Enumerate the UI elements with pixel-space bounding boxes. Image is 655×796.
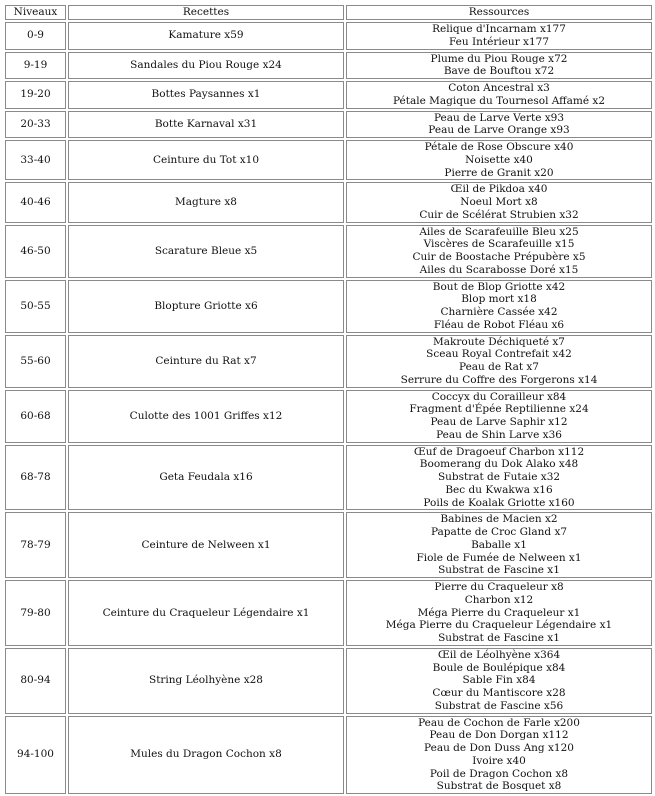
- resource-item: Bave de Bouftou x72: [443, 65, 555, 78]
- resource-item: Poils de Koalak Griotte x160: [423, 496, 575, 509]
- resource-item: Substrat de Fascine x56: [434, 699, 564, 712]
- resource-item: Serrure du Coffre des Forgerons x14: [400, 373, 598, 386]
- table-row: [5, 648, 652, 714]
- recipe-cell: String Léolhyène x28: [68, 648, 344, 714]
- header-recipes: Recettes: [68, 5, 344, 20]
- resources-cell: [346, 390, 652, 443]
- resource-item: Cuir de Boostache Prépubère x5: [412, 251, 586, 263]
- resource-item: Boomerang du Dok Alako x48: [419, 458, 579, 471]
- resource-item: Peau de Shin Larve x36: [436, 428, 562, 441]
- header-row: [5, 5, 652, 20]
- resources-cell: [346, 182, 652, 222]
- resource-item: Sable Fin x84: [462, 674, 536, 687]
- resource-item: Œil de Pikdoa x40: [450, 183, 548, 196]
- recipe-cell: Ceinture du Craqueleur Légendaire x1: [68, 580, 344, 646]
- resource-item: Substrat de Bosquet x8: [436, 780, 562, 793]
- resource-item: Papatte de Croc Gland x7: [430, 526, 568, 538]
- resource-item: Baballe x1: [471, 538, 527, 551]
- resource-item: Œuf de Dragoeuf Charbon x112: [413, 445, 585, 458]
- level-cell: 0-9: [5, 22, 66, 50]
- resource-item: Plume du Piou Rouge x72: [430, 52, 568, 65]
- level-cell: 80-94: [5, 648, 66, 714]
- level-cell: 50-55: [5, 280, 66, 333]
- resource-item: Pétale de Rose Obscure x40: [424, 141, 574, 153]
- resource-item: Coton Ancestral x3: [448, 82, 550, 94]
- level-cell: 40-46: [5, 182, 66, 222]
- resource-item: Bec du Kwakwa x16: [445, 483, 553, 496]
- resource-item: Peau de Larve Verte x93: [433, 111, 565, 124]
- resource-item: Peau de Rat x7: [458, 361, 539, 373]
- resource-item: Viscères de Scarafeuille x15: [423, 238, 575, 251]
- level-cell: 94-100: [5, 716, 66, 795]
- resource-item: Coccyx du Corailleur x84: [431, 390, 567, 403]
- resource-item: Peau de Cochon de Farle x200: [418, 716, 580, 729]
- level-cell: 46-50: [5, 225, 66, 278]
- recipe-cell: Kamature x59: [68, 22, 344, 50]
- crafting-table: [3, 3, 654, 796]
- resources-cell: [346, 111, 652, 139]
- table-row: [5, 81, 652, 109]
- table-row: [5, 182, 652, 222]
- table-row: [5, 445, 652, 511]
- resource-item: Pierre du Craqueleur x8: [434, 581, 564, 593]
- resource-item: Peau de Don Duss Ang x120: [424, 742, 574, 754]
- resource-item: Œil de Léolhyène x364: [437, 648, 561, 661]
- resource-item: Pétale Magique du Tournesol Affamé x2: [392, 94, 606, 107]
- resource-item: Relique d'Incarnam x177: [432, 23, 566, 35]
- resource-item: Poil de Dragon Cochon x8: [429, 767, 569, 780]
- level-cell: 33-40: [5, 140, 66, 180]
- resource-item: Peau de Larve Orange x93: [428, 124, 570, 137]
- table-row: [5, 580, 652, 646]
- resources-cell: [346, 335, 652, 388]
- recipe-cell: Ceinture du Tot x10: [68, 140, 344, 180]
- table-row: [5, 140, 652, 180]
- resources-cell: [346, 445, 652, 511]
- level-cell: 55-60: [5, 335, 66, 388]
- resources-cell: [346, 22, 652, 50]
- resources-cell: [346, 81, 652, 109]
- header-levels: Niveaux: [5, 5, 66, 20]
- resource-item: Cuir de Scélérat Strubien x32: [419, 208, 579, 221]
- resources-cell: [346, 280, 652, 333]
- resource-item: Substrat de Futaie x32: [437, 471, 561, 483]
- resource-item: Makroute Déchiqueté x7: [433, 335, 565, 348]
- resource-item: Noisette x40: [465, 153, 533, 166]
- table-body: [5, 22, 652, 794]
- resource-item: Blop mort x18: [461, 293, 537, 306]
- resource-item: Fragment d'Épée Reptilienne x24: [409, 403, 589, 416]
- resource-item: Noeul Mort x8: [460, 196, 538, 208]
- recipe-cell: Botte Karnaval x31: [68, 111, 344, 139]
- recipe-cell: Magture x8: [68, 182, 344, 222]
- resource-item: Babines de Macien x2: [440, 513, 558, 526]
- resources-cell: [346, 648, 652, 714]
- table-row: [5, 22, 652, 50]
- level-cell: 60-68: [5, 390, 66, 443]
- table-row: [5, 335, 652, 388]
- level-cell: 78-79: [5, 512, 66, 578]
- table-row: [5, 716, 652, 795]
- recipe-cell: Bottes Paysannes x1: [68, 81, 344, 109]
- resources-cell: [346, 225, 652, 278]
- resource-item: Sceau Royal Contrefait x42: [426, 348, 572, 361]
- recipe-cell: Scarature Bleue x5: [68, 225, 344, 278]
- recipe-cell: Blopture Griotte x6: [68, 280, 344, 333]
- table-row: [5, 512, 652, 578]
- resources-cell: [346, 512, 652, 578]
- recipe-cell: Ceinture du Rat x7: [68, 335, 344, 388]
- resource-item: Ivoire x40: [472, 754, 526, 767]
- recipe-cell: Geta Feudala x16: [68, 445, 344, 511]
- resource-item: Méga Pierre du Craqueleur Légendaire x1: [385, 619, 613, 632]
- table-row: [5, 280, 652, 333]
- resource-item: Bout de Blop Griotte x42: [432, 280, 566, 293]
- recipe-cell: Ceinture de Nelween x1: [68, 512, 344, 578]
- level-cell: 79-80: [5, 580, 66, 646]
- level-cell: 68-78: [5, 445, 66, 511]
- resources-cell: [346, 140, 652, 180]
- resource-item: Fléau de Robot Fléau x6: [433, 318, 565, 331]
- resource-item: Peau de Don Dorgan x112: [429, 729, 569, 742]
- resource-item: Ailes de Scarafeuille Bleu x25: [419, 225, 579, 238]
- resource-item: Boule de Boulépique x84: [432, 661, 566, 674]
- recipe-cell: Mules du Dragon Cochon x8: [68, 716, 344, 795]
- recipe-cell: Sandales du Piou Rouge x24: [68, 52, 344, 80]
- resource-item: Ailes du Scarabosse Doré x15: [419, 263, 579, 276]
- recipe-cell: Culotte des 1001 Griffes x12: [68, 390, 344, 443]
- table-row: [5, 225, 652, 278]
- resource-item: Pierre de Granit x20: [444, 166, 554, 179]
- resource-item: Peau de Larve Saphir x12: [430, 416, 568, 428]
- header-resources: Ressources: [346, 5, 652, 20]
- resources-cell: [346, 580, 652, 646]
- table-row: [5, 52, 652, 80]
- resource-item: Charnière Cassée x42: [440, 306, 558, 318]
- resource-item: Cœur du Mantiscore x28: [432, 687, 566, 699]
- level-cell: 19-20: [5, 81, 66, 109]
- resource-item: Feu Intérieur x177: [448, 35, 550, 48]
- table-row: [5, 390, 652, 443]
- level-cell: 20-33: [5, 111, 66, 139]
- resource-item: Méga Pierre du Craqueleur x1: [417, 606, 581, 619]
- resources-cell: [346, 716, 652, 795]
- resources-cell: [346, 52, 652, 80]
- resource-item: Substrat de Fascine x1: [438, 564, 560, 577]
- table-row: [5, 111, 652, 139]
- resource-item: Substrat de Fascine x1: [438, 632, 560, 644]
- resource-item: Fiole de Fumée de Nelween x1: [416, 551, 582, 564]
- resource-item: Charbon x12: [464, 593, 534, 606]
- level-cell: 9-19: [5, 52, 66, 80]
